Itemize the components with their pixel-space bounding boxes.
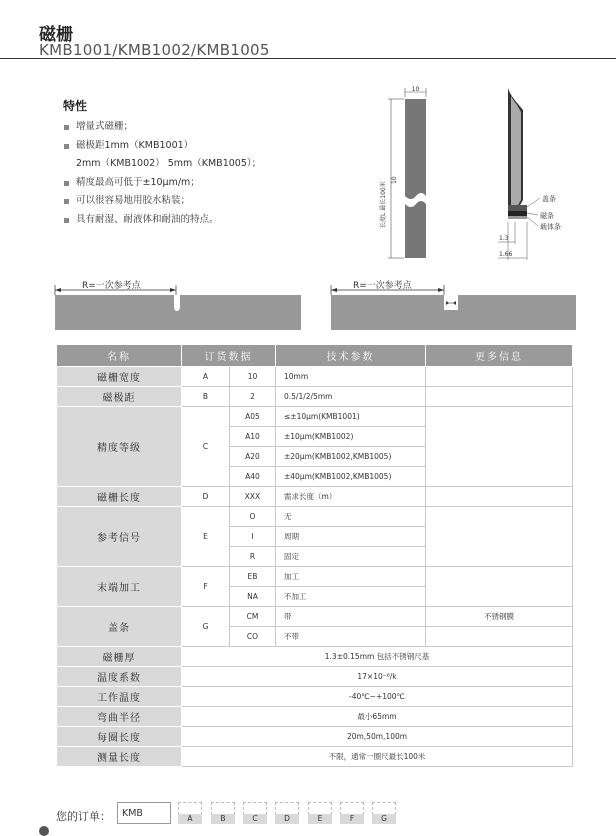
order-prefix-field[interactable]: KMB (117, 802, 171, 824)
page-subtitle: KMB1001/KMB1002/KMB1005 (39, 41, 270, 59)
table-row: 弯曲半径 最小65mm (57, 707, 573, 727)
feature-item: 磁极距1mm（KMB1001） (63, 137, 261, 156)
reference-strip-right (331, 279, 576, 330)
table-row: 精度等级 C A05 ≤±10μm(KMB1001) (57, 407, 573, 427)
scale-front-view (379, 86, 426, 258)
order-slot-g[interactable]: G (372, 802, 396, 824)
col-header-name: 名称 (57, 345, 182, 367)
order-slot-a[interactable]: A (178, 802, 202, 824)
table-row: 磁栅长度 D XXX 需求长度（m） (57, 487, 573, 507)
page-title: 磁栅 (39, 25, 73, 45)
feature-item-continuation: 2mm（KMB1002） 5mm（KMB1005）； (76, 158, 262, 169)
table-row: 末端加工 F EB 加工 (57, 567, 573, 587)
order-slot-f[interactable]: F (340, 802, 364, 824)
order-label: 您的订单： (56, 810, 111, 823)
feature-item: 可以很容易地用胶水粘装； (63, 192, 261, 211)
order-slot-c[interactable]: C (243, 802, 267, 824)
ref-right-label: R=一次参考点 (353, 281, 412, 291)
table-row: 磁极距 B 2 0.5/1/2/5mm (57, 387, 573, 407)
table-row: 磁栅宽度 A 10 10mm (57, 367, 573, 387)
width-dim-label: 10 (411, 86, 420, 93)
table-row: R 固定 (57, 547, 573, 567)
table-row: A40 ±40μm(KMB1002,KMB1005) (57, 467, 573, 487)
feature-item: 增量式磁栅； (63, 118, 261, 137)
cover-strip-label: 盖条 (542, 195, 556, 203)
col-header-order: 订货数据 (182, 345, 276, 367)
order-slot-b[interactable]: B (211, 802, 235, 824)
table-row: 温度系数 17×10⁻⁶/k (57, 667, 573, 687)
table-row: CO 不带 (57, 627, 573, 647)
scale-side-view (498, 88, 561, 260)
order-slot-e[interactable]: E (308, 802, 332, 824)
magnet-strip-label: 磁条 (540, 212, 554, 220)
col-header-params: 技术参数 (276, 345, 426, 367)
table-row: NA 不加工 (57, 587, 573, 607)
table-row: 测量长度 不限，通常一圈尺最长100米 (57, 747, 573, 767)
dim-1-3-label: 1.3 (499, 235, 509, 242)
carrier-strip-label: 载体条 (540, 223, 561, 231)
table-row: 磁栅厚 1.3±0.15mm 包括不锈钢尺基 (57, 647, 573, 667)
reference-strip-left (55, 279, 301, 330)
col-header-more: 更多信息 (426, 345, 573, 367)
feature-item: 精度最高可低于±10μm/m； (63, 174, 261, 193)
features-title: 特性 (63, 99, 88, 113)
order-slot-d[interactable]: D (275, 802, 299, 824)
length-dim-label: 长度L 最长100米 (380, 181, 387, 228)
spec-table (56, 344, 573, 767)
table-row: A10 ±10μm(KMB1002) (57, 427, 573, 447)
table-row: A20 ±20μm(KMB1002,KMB1005) (57, 447, 573, 467)
table-header-row (57, 345, 573, 367)
dim-1-66-label: 1.66 (499, 251, 513, 258)
table-row: 每圈长度 20m,50m,100m (57, 727, 573, 747)
page-corner-mark (39, 826, 49, 836)
feature-item: 具有耐湿、耐液体和耐油的特点。 (63, 211, 261, 230)
table-row: 盖条 G CM 带 不锈钢膜 (57, 607, 573, 627)
middle-dim-label: 10 (391, 176, 398, 184)
ref-left-label: R=一次参考点 (82, 281, 141, 291)
table-row: 工作温度 -40℃~+100℃ (57, 687, 573, 707)
table-row: I 周期 (57, 527, 573, 547)
technical-drawing (0, 0, 616, 340)
table-row: 参考信号 E O 无 (57, 507, 573, 527)
